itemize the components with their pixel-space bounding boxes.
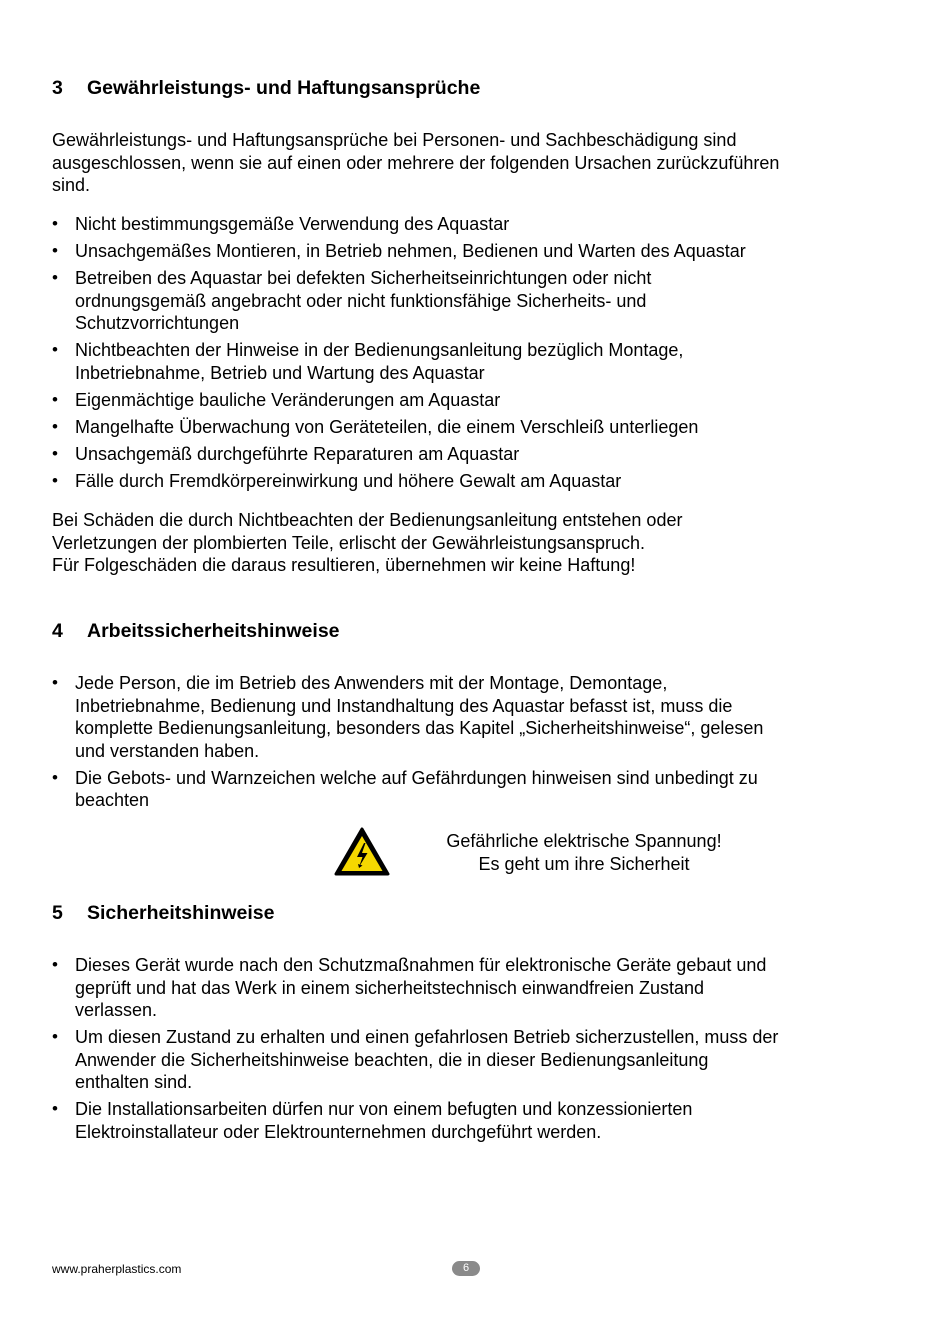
- section-4-bullet-list: [52, 672, 852, 816]
- text-line: • Mangelhafte Überwachung von Geräteteilen, die einem Verschleiß unterliegen: [75, 416, 699, 437]
- text-line: sind.: [52, 175, 91, 195]
- section-title: Gewährleistungs- und Haftungsansprüche: [87, 77, 481, 99]
- text-line: • Um diesen Zustand zu erhalten und einen gefahrlosen Betrieb sicherzustellen, muss der: [75, 1027, 779, 1047]
- text-line: • Unsachgemäßes Montieren, in Betrieb nehmen, Bedienen und Warten des Aquastar: [75, 241, 746, 261]
- warning-line-2: Es geht um ihre Sicherheit: [478, 853, 690, 874]
- list-item: [52, 267, 852, 335]
- text-line: Inbetriebnahme, Betrieb und Wartung des Aquastar: [75, 362, 485, 383]
- warning-line-1: Gefährliche elektrische Spannung!: [446, 831, 722, 851]
- section-5-heading: [52, 902, 275, 925]
- list-item: [52, 1026, 852, 1094]
- list-item: [52, 240, 852, 263]
- section-number: 3: [52, 77, 63, 99]
- text-line: Bei Schäden die durch Nichtbeachten der Bedienungsanleitung entstehen oder: [52, 510, 683, 530]
- footer-website-link[interactable]: www.praherplastics.com: [52, 1262, 182, 1276]
- text-line: komplette Bedienungsanleitung, besonders das Kapitel „Sicherheitshinweise“, gelesen: [75, 718, 764, 738]
- text-line: Inbetriebnahme, Bedienung und Instandhaltung des Aquastar befasst ist, muss die: [75, 695, 733, 716]
- page-number-badge: 6: [452, 1261, 480, 1276]
- text-line: • Nicht bestimmungsgemäße Verwendung des Aquastar: [75, 214, 510, 234]
- text-line: • Die Installationsarbeiten dürfen nur von einem befugten und konzessionierten: [75, 1099, 693, 1119]
- text-line: geprüft und hat das Werk in einem sicherheitstechnisch einwandfreien Zustand: [75, 977, 705, 998]
- section-title: Sicherheitshinweise: [87, 902, 275, 924]
- section-3-intro: [52, 129, 852, 197]
- text-line: • Fälle durch Fremdkörpereinwirkung und höhere Gewalt am Aquastar: [75, 470, 622, 491]
- section-3-bullet-list: [52, 213, 852, 497]
- list-item: [52, 954, 852, 1022]
- section-title: Arbeitssicherheitshinweise: [87, 620, 340, 642]
- list-item: [52, 339, 852, 384]
- electrical-warning: [334, 827, 754, 879]
- text-line: Schutzvorrichtungen: [75, 313, 240, 333]
- text-line: • Dieses Gerät wurde nach den Schutzmaßnahmen für elektronische Geräte gebaut und: [75, 955, 767, 975]
- text-line: Elektroinstallateur oder Elektrounternehmen durchgeführt werden.: [75, 1121, 602, 1142]
- warning-text: [414, 830, 754, 875]
- text-line: • Unsachgemäß durchgeführte Reparaturen am Aquastar: [75, 443, 520, 464]
- text-line: beachten: [75, 790, 150, 810]
- text-line: verlassen.: [75, 1000, 158, 1020]
- text-line: Gewährleistungs- und Haftungsansprüche bei Personen- und Sachbeschädigung sind: [52, 130, 737, 150]
- section-4-heading: [52, 620, 340, 643]
- text-line: • Nichtbeachten der Hinweise in der Bedienungsanleitung bezüglich Montage,: [75, 340, 684, 360]
- list-item: [52, 416, 852, 439]
- list-item: [52, 672, 852, 762]
- text-line: ausgeschlossen, wenn sie auf einen oder mehrere der folgenden Ursachen zurückzuführen: [52, 152, 780, 173]
- text-line: ordnungsgemäß angebracht oder nicht funktionsfähige Sicherheits- und: [75, 290, 647, 311]
- list-item: [52, 470, 852, 493]
- text-line: • Betreiben des Aquastar bei defekten Sicherheitseinrichtungen oder nicht: [75, 268, 652, 288]
- text-line: • Die Gebots- und Warnzeichen welche auf Gefährdungen hinweisen sind unbedingt zu: [75, 767, 758, 788]
- list-item: [52, 213, 852, 236]
- text-line: enthalten sind.: [75, 1072, 193, 1092]
- text-line: • Jede Person, die im Betrieb des Anwenders mit der Montage, Demontage,: [75, 673, 668, 693]
- high-voltage-warning-icon: [334, 827, 390, 877]
- section-5-bullet-list: [52, 954, 852, 1148]
- section-number: 4: [52, 620, 63, 642]
- text-line: Für Folgeschäden die daraus resultieren, übernehmen wir keine Haftung!: [52, 555, 636, 575]
- text-line: Anwender die Sicherheitshinweise beachten, die in dieser Bedienungsanleitung: [75, 1049, 709, 1070]
- list-item: [52, 443, 852, 466]
- section-3-closing: [52, 509, 852, 577]
- section-3-heading: [52, 77, 480, 100]
- list-item: [52, 1098, 852, 1143]
- list-item: [52, 767, 852, 812]
- section-number: 5: [52, 902, 63, 924]
- text-line: • Eigenmächtige bauliche Veränderungen am Aquastar: [75, 389, 501, 410]
- list-item: [52, 389, 852, 412]
- text-line: Verletzungen der plombierten Teile, erlischt der Gewährleistungsanspruch.: [52, 532, 645, 553]
- text-line: und verstanden haben.: [75, 740, 260, 761]
